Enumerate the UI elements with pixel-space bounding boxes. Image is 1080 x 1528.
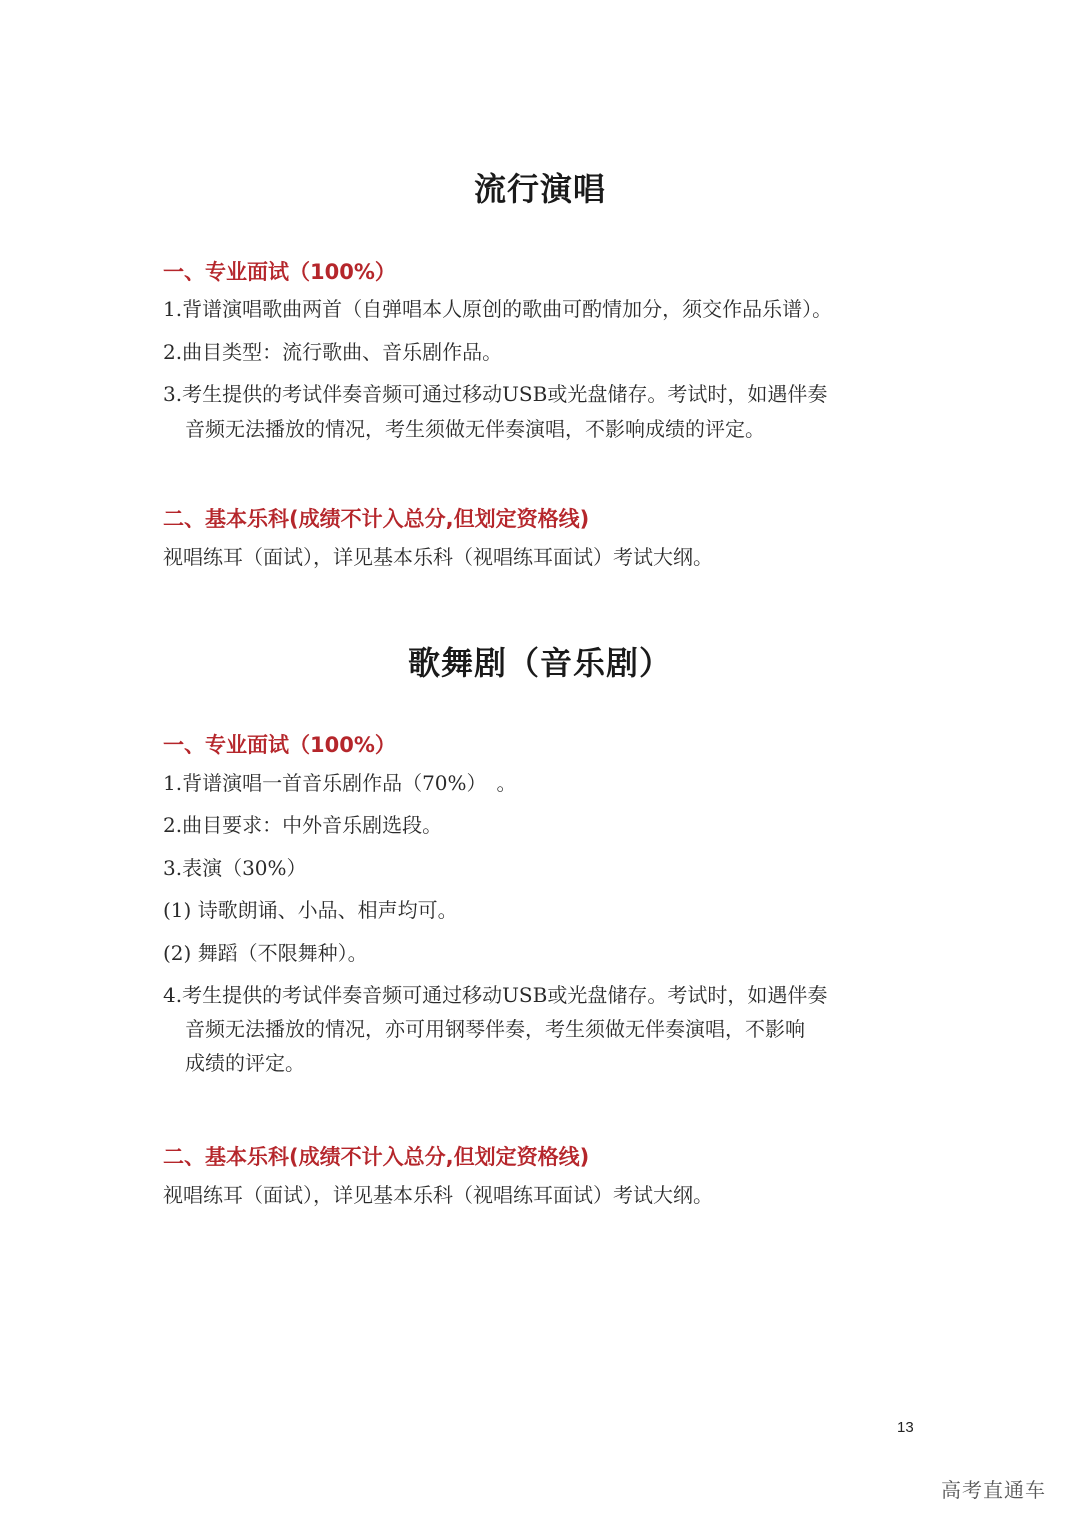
section-title-musical-theatre: 歌舞剧（音乐剧） — [407, 644, 672, 682]
section2-item-4-continued: 音频无法播放的情况，亦可用钢琴伴奏，考生须做无伴奏演唱，不影响 — [185, 1017, 805, 1041]
section2-heading-professional-interview: 一、专业面试（100%） — [163, 733, 396, 757]
section2-heading-basic-music: 二、基本乐科(成绩不计入总分,但划定资格线) — [163, 1145, 590, 1169]
section1-item-1: 1.背谱演唱歌曲两首（自弹唱本人原创的歌曲可酌情加分，须交作品乐谱）。 — [163, 297, 833, 321]
section1-item-3: 3.考生提供的考试伴奏音频可通过移动USB或光盘储存。考试时，如遇伴奏 — [163, 382, 828, 406]
section2-item-2: 2.曲目要求：中外音乐剧选段。 — [163, 813, 443, 837]
section1-basic-music-text: 视唱练耳（面试），详见基本乐科（视唱练耳面试）考试大纲。 — [163, 545, 713, 569]
section2-subitem-1: (1) 诗歌朗诵、小品、相声均可。 — [163, 898, 458, 922]
watermark-text: 高考直通车 — [941, 1478, 1046, 1502]
section1-item-2: 2.曲目类型：流行歌曲、音乐剧作品。 — [163, 340, 503, 364]
section1-heading-basic-music: 二、基本乐科(成绩不计入总分,但划定资格线) — [163, 507, 590, 531]
section2-basic-music-text: 视唱练耳（面试），详见基本乐科（视唱练耳面试）考试大纲。 — [163, 1183, 713, 1207]
section2-item-1: 1.背谱演唱一首音乐剧作品（70%） 。 — [163, 771, 517, 795]
page-number: 13 — [897, 1419, 914, 1436]
section-title-pop-singing: 流行演唱 — [473, 170, 606, 208]
section2-item-3: 3.表演（30%） — [163, 856, 307, 880]
section2-subitem-2: (2) 舞蹈（不限舞种）。 — [163, 941, 368, 965]
section1-heading-professional-interview: 一、专业面试（100%） — [163, 260, 396, 284]
section2-item-4: 4.考生提供的考试伴奏音频可通过移动USB或光盘储存。考试时，如遇伴奏 — [163, 983, 828, 1007]
section2-item-4-continued-2: 成绩的评定。 — [185, 1051, 305, 1075]
section1-item-3-continued: 音频无法播放的情况，考生须做无伴奏演唱，不影响成绩的评定。 — [185, 417, 765, 441]
